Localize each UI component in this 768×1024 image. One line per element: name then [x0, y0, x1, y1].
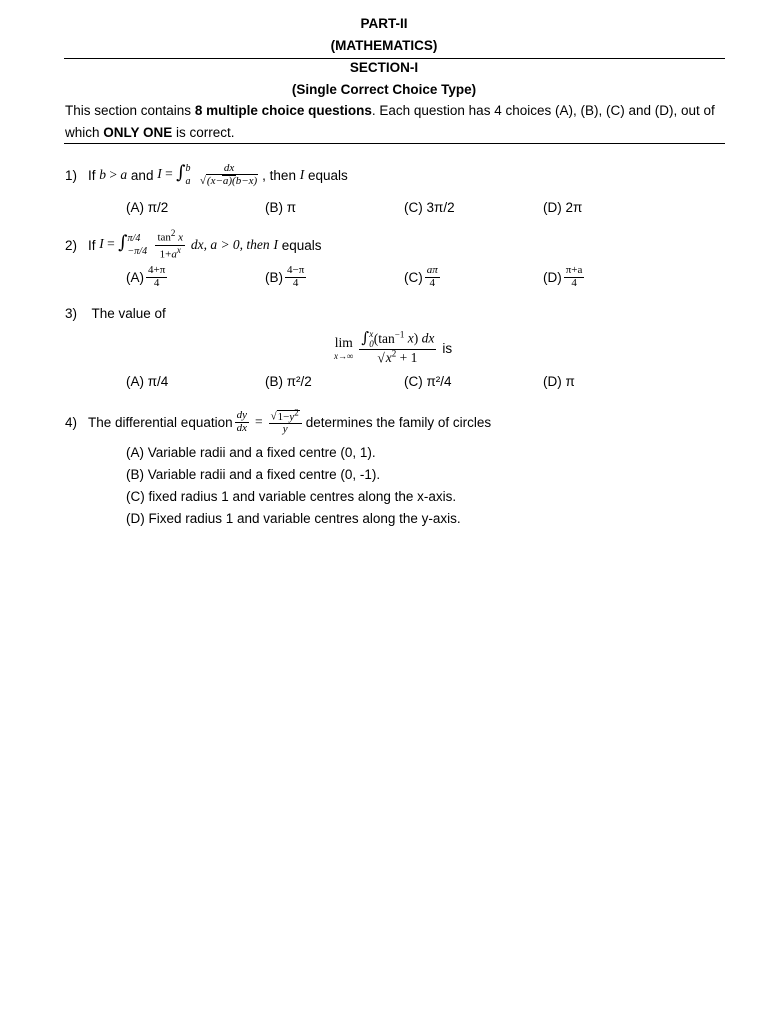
math-condition: b > a — [99, 167, 128, 182]
question-4: 4) The differential equation $\frac{dy}{dx}$ = $\frac{√1-y^2}{y}$ determines the family of circles — [65, 407, 492, 436]
question-number: 3) — [65, 306, 78, 321]
math-integral: I = ∫ π/4 −π/4 $\frac{\tan^2 x}{1+a^x}$ — [99, 228, 184, 261]
q2-option-a: (A) $\frac{4+\pi}{4}$ — [126, 264, 166, 289]
divider-top — [64, 58, 725, 59]
q2-option-c: (C) $\frac{a\pi}{4}$ — [404, 264, 438, 289]
q4-option-c: (C) fixed radius 1 and variable centres along the x-axis. — [126, 489, 457, 504]
q1-option-d: (D) 2π — [543, 200, 583, 215]
question-number: 2) — [65, 237, 78, 253]
section-type: (Single Correct Choice Type) — [291, 82, 477, 97]
section-instructions-line2: which ONLY ONE is correct. — [65, 125, 235, 140]
part-title: PART-II — [360, 16, 408, 31]
q3-option-a: (A) π/4 — [126, 374, 169, 389]
q4-option-b: (B) Variable radii and a fixed centre (0, -1). — [126, 467, 381, 482]
subject-title: (MATHEMATICS) — [330, 38, 438, 53]
q2-option-d: (D) $\frac{\pi+a}{4}$ — [543, 264, 583, 289]
math-integral: I = ∫ b a $\frac{dx}{√(x-a)(b-x)}$ — [157, 161, 258, 187]
q4-option-d: (D) Fixed radius 1 and variable centres along the y-axis. — [126, 511, 461, 526]
q3-option-d: (D) π — [543, 374, 575, 389]
q1-option-b: (B) π — [265, 200, 297, 215]
q2-option-b: (B) $\frac{4-\pi}{4}$ — [265, 264, 305, 289]
q1-option-c: (C) 3π/2 — [404, 200, 455, 215]
question-2: 2) If I = ∫ π/4 −π/4 $\frac{\tan^2 x}{1+a^x}$ dx, a > 0, then I equals — [65, 228, 322, 261]
section-instructions: This section contains 8 multiple choice questions. Each question has 4 choices (A), (B), (C) and (D), out of — [65, 103, 715, 118]
section-title: SECTION-I — [349, 60, 419, 75]
question-3: 3) The value of — [65, 306, 166, 321]
question-number: 4) — [65, 414, 78, 430]
q4-option-a: (A) Variable radii and a fixed centre (0, 1). — [126, 445, 376, 460]
divider-bottom — [64, 143, 725, 144]
q3-option-b: (B) π²/2 — [265, 374, 312, 389]
math-limit-expression: lim x→∞ $\frac{\int^x_0(\tan^{-1} x) dx}{√x^2 + 1}$ is — [334, 328, 453, 366]
q3-option-c: (C) π²/4 — [404, 374, 452, 389]
q1-option-a: (A) π/2 — [126, 200, 169, 215]
question-1: 1) If b > a and I = ∫ b a $\frac{dx}{√(x-a)(b-x)}$ , then I equals — [65, 161, 348, 187]
question-number: 1) — [65, 167, 78, 183]
